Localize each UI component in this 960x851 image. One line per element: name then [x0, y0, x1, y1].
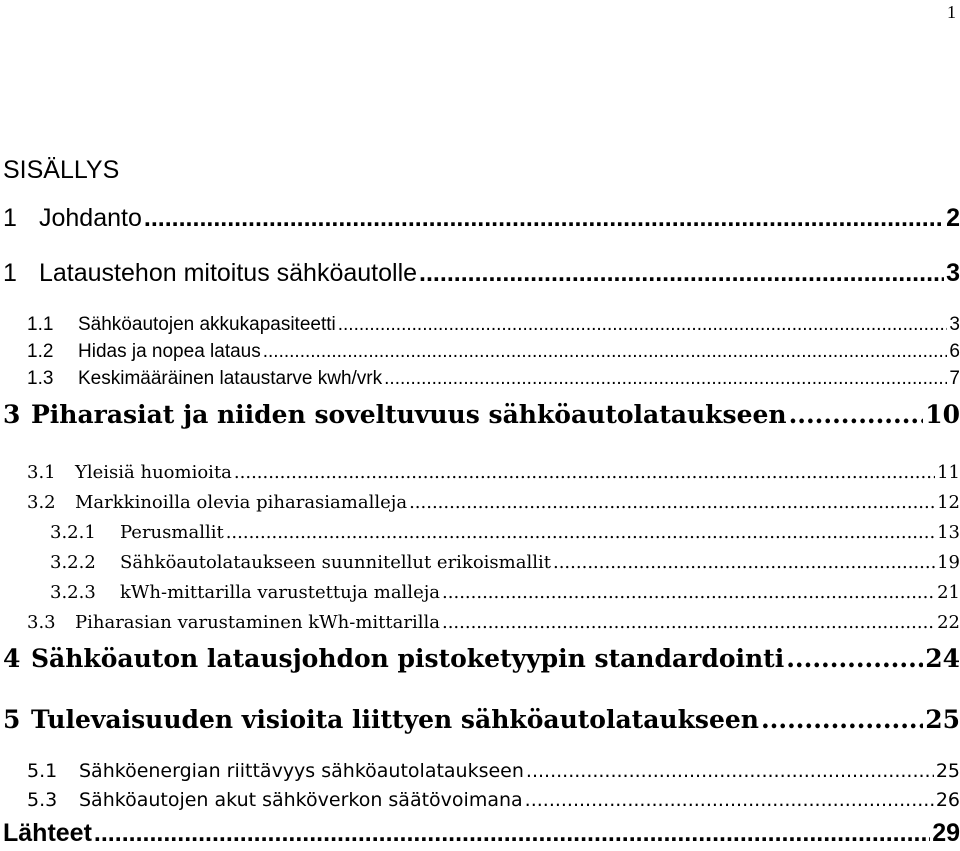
- toc-entry-label: Sähköautojen akkukapasiteetti: [78, 314, 336, 335]
- page-number: 1: [947, 2, 956, 22]
- toc-entry-page: 6: [949, 341, 960, 362]
- toc-entry-page: 29: [932, 819, 960, 847]
- dot-leader: [786, 644, 923, 673]
- dot-leader: [442, 612, 935, 633]
- toc-entry-page: 11: [937, 462, 960, 483]
- dot-leader: [526, 760, 934, 782]
- toc-entry-page: 22: [937, 612, 960, 633]
- toc-entry-piharasiat[interactable]: [0, 400, 960, 429]
- dot-leader: [525, 789, 934, 811]
- dot-leader: [226, 522, 935, 543]
- toc-entry-number: 3.3: [27, 612, 56, 633]
- toc-entry-page: 24: [925, 644, 960, 673]
- toc-entry-hidas-ja-nopea[interactable]: [0, 341, 960, 363]
- toc-entry-label: Sähköenergian riittävyys sähköautolataukseen: [79, 760, 524, 782]
- toc-entry-pistoketyyppi[interactable]: [0, 644, 960, 673]
- toc-entry-label: Markkinoilla olevia piharasiamalleja: [75, 492, 408, 513]
- toc-entry-page: 2: [946, 204, 960, 232]
- toc-entry-yleisia-huomioita[interactable]: [0, 462, 960, 483]
- dot-leader: [94, 819, 930, 848]
- toc-entry-number: 3.1: [27, 462, 56, 483]
- toc-entry-label: Keskimääräinen lataustarve kwh/vrk: [78, 368, 383, 389]
- toc-entry-page: 21: [937, 582, 960, 603]
- toc-entry-page: 13: [937, 522, 960, 543]
- toc-entry-label: Piharasian varustaminen kWh-mittarilla: [75, 612, 440, 633]
- toc-entry-lahteet[interactable]: [0, 819, 960, 848]
- toc-entry-number: 5.3: [27, 789, 58, 811]
- toc-entry-number: 3.2.1: [50, 522, 96, 543]
- toc-entry-tulevaisuuden-visioita[interactable]: [0, 705, 960, 734]
- toc-entry-sahkoenergian-riittavyys[interactable]: [0, 760, 960, 782]
- toc-entry-page: 25: [935, 760, 960, 782]
- dot-leader: [409, 492, 935, 513]
- toc-entry-number: 1.3: [27, 368, 54, 389]
- toc-entry-page: 12: [937, 492, 960, 513]
- toc-entry-number: 3: [3, 400, 21, 429]
- toc-entry-piharasiamalleja[interactable]: [0, 492, 960, 513]
- toc-entry-johdanto[interactable]: [0, 204, 960, 233]
- toc-entry-page: 10: [925, 400, 960, 429]
- dot-leader: [789, 400, 924, 429]
- toc-title: SISÄLLYS: [3, 156, 120, 184]
- toc-entry-saatovoimana[interactable]: [0, 789, 960, 811]
- dot-leader: [384, 368, 947, 390]
- dot-leader: [442, 582, 935, 603]
- toc-entry-number: 5.1: [27, 760, 58, 782]
- toc-entry-akkukapasiteetti[interactable]: [0, 314, 960, 336]
- dot-leader: [761, 705, 923, 734]
- dot-leader: [553, 552, 935, 573]
- dot-leader: [338, 314, 948, 336]
- dot-leader: [263, 341, 948, 363]
- toc-entry-page: 25: [925, 705, 960, 734]
- toc-entry-number: 3.2.2: [50, 552, 96, 573]
- toc-entry-label: Johdanto: [39, 204, 142, 232]
- toc-entry-number: 1.1: [27, 314, 54, 335]
- toc-entry-page: 7: [949, 368, 960, 389]
- toc-entry-number: 3.2.3: [50, 582, 96, 603]
- toc-entry-label: Piharasiat ja niiden soveltuvuus sähköautolataukseen: [31, 400, 787, 429]
- toc-entry-erikoismallit[interactable]: [0, 552, 960, 573]
- toc-entry-page: 26: [935, 789, 960, 811]
- toc-entry-label: Sähköautojen akut sähköverkon säätövoimana: [79, 789, 523, 811]
- toc-entry-label: Sähköauton latausjohdon pistoketyypin standardointi: [31, 644, 785, 673]
- toc-entry-number: 1: [3, 259, 17, 287]
- toc-entry-label: Hidas ja nopea lataus: [78, 341, 261, 362]
- toc-entry-label: Tulevaisuuden visioita liittyen sähköautolataukseen: [31, 705, 759, 734]
- dot-leader: [234, 462, 935, 483]
- toc-entry-number: 5: [3, 705, 21, 734]
- toc-entry-number: 3.2: [27, 492, 56, 513]
- dot-leader: [419, 259, 944, 288]
- dot-leader: [144, 204, 944, 233]
- toc-entry-page: 3: [949, 314, 960, 335]
- toc-entry-page: 3: [946, 259, 960, 287]
- toc-entry-label: Yleisiä huomioita: [75, 462, 232, 483]
- toc-entry-label: Perusmallit: [120, 522, 224, 543]
- toc-entry-label: Sähköautolataukseen suunnitellut erikoismallit: [120, 552, 551, 573]
- toc-entry-perusmallit[interactable]: [0, 522, 960, 543]
- toc-entry-number: 1.2: [27, 341, 54, 362]
- toc-entry-kwh-mittarilla-malleja[interactable]: [0, 582, 960, 603]
- toc-entry-lataustehon-mitoitus[interactable]: [0, 259, 960, 288]
- toc-entry-page: 19: [937, 552, 960, 573]
- toc-entry-number: 4: [3, 644, 21, 673]
- toc-entry-piharasian-varustaminen[interactable]: [0, 612, 960, 633]
- toc-entry-label: Lähteet: [3, 819, 92, 847]
- toc-entry-label: Lataustehon mitoitus sähköautolle: [39, 259, 418, 287]
- toc-entry-lataustarve[interactable]: [0, 368, 960, 390]
- toc-entry-number: 1: [3, 204, 17, 232]
- toc-entry-label: kWh-mittarilla varustettuja malleja: [120, 582, 441, 603]
